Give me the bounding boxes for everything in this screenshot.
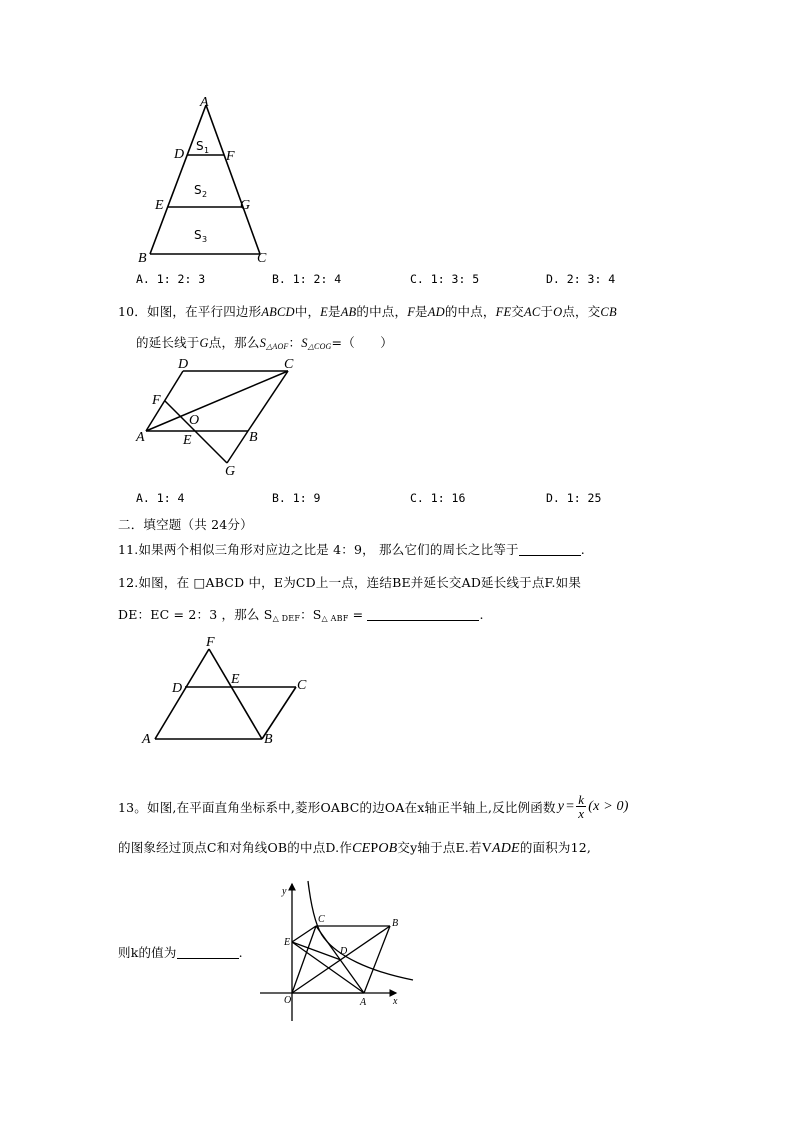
- label-B: B: [392, 918, 399, 929]
- section-heading: 二．填空题（共 24分）: [118, 517, 253, 532]
- q13-line-3: 则k的值为 .: [118, 945, 243, 960]
- q13-line-1: 13。如图,在平面直角坐标系中,菱形OABC的边OA在x轴正半轴上,反比例函数 y = $\frac{k}{x}$ (x > 0): [118, 792, 629, 821]
- label-O: O: [189, 413, 200, 428]
- q13-line-2: 的图象经过顶点C和对角线OB的中点D.作CEPOB交y轴于点E.若VADE的面积为12,: [118, 840, 592, 856]
- label-S2: S: [194, 183, 202, 197]
- label-D: D: [340, 946, 348, 957]
- label-F: F: [226, 149, 235, 164]
- label-C: C: [284, 357, 294, 372]
- q11-answer-blank[interactable]: [519, 543, 581, 556]
- label-C: C: [257, 251, 267, 266]
- label-D: D: [178, 357, 189, 372]
- label-E: E: [183, 433, 192, 448]
- q10-parallelogram-figure: [130, 352, 310, 482]
- q9-option-b: B. 1: 2: 4: [272, 272, 342, 286]
- svg-text:1: 1: [204, 146, 210, 155]
- q10-option-a: A. 1: 4: [136, 491, 185, 505]
- q10-option-c: C. 1: 16: [410, 491, 466, 505]
- q10-option-d: D. 1: 25: [546, 491, 602, 505]
- label-O: O: [284, 995, 292, 1006]
- label-D: D: [174, 147, 185, 162]
- q11-text: 11.如果两个相似三角形对应边之比是 4：9， 那么它们的周长之比等于 .: [118, 542, 585, 557]
- q10-line-2: 的延长线于G点，那么S△AOF：S△COG=（ ）: [136, 335, 394, 351]
- q12-answer-blank[interactable]: [367, 608, 479, 621]
- label-A: A: [142, 732, 151, 747]
- q12-figure: [134, 628, 324, 750]
- q9-triangle-figure: [130, 90, 280, 270]
- q9-option-d: D. 2: 3: 4: [546, 272, 616, 286]
- label-F: F: [152, 393, 161, 408]
- label-A: A: [360, 997, 367, 1008]
- label-B: B: [264, 732, 273, 747]
- svg-text:2: 2: [202, 190, 208, 199]
- q13-coordinate-figure: [258, 876, 418, 1026]
- q9-option-c: C. 1: 3: 5: [410, 272, 480, 286]
- label-E: E: [231, 672, 240, 687]
- label-F: F: [206, 635, 215, 650]
- label-E: E: [155, 198, 164, 213]
- label-G: G: [225, 464, 236, 479]
- label-x: x: [393, 996, 398, 1007]
- label-A: A: [136, 430, 145, 445]
- label-D: D: [172, 681, 183, 696]
- q12-line-2: DE：EC = 2：3 ，那么 S△ DEF：S△ ABF = .: [118, 607, 484, 623]
- label-G: G: [240, 198, 251, 213]
- q13-fraction: $\frac{k}{x}$: [578, 792, 585, 821]
- label-B: B: [138, 251, 147, 266]
- label-A: A: [200, 95, 209, 110]
- label-S3: S: [194, 228, 202, 242]
- label-C: C: [297, 678, 307, 693]
- q12-line-1: 12.如图，在 □ABCD 中，E为CD上一点，连结BE并延长交AD延长线于点F.如果: [118, 575, 582, 590]
- label-C: C: [318, 914, 325, 925]
- q9-option-a: A. 1: 2: 3: [136, 272, 206, 286]
- q13-answer-blank[interactable]: [177, 946, 239, 959]
- svg-text:3: 3: [202, 235, 208, 244]
- label-B: B: [249, 430, 258, 445]
- q10-option-b: B. 1: 9: [272, 491, 321, 505]
- label-y: y: [282, 886, 287, 897]
- label-S1: S: [196, 139, 204, 153]
- label-E: E: [284, 937, 291, 948]
- q10-line-1: 10．如图，在平行四边形ABCD中，E是AB的中点，F是AD的中点，FE交AC于O点，交CB: [118, 304, 617, 319]
